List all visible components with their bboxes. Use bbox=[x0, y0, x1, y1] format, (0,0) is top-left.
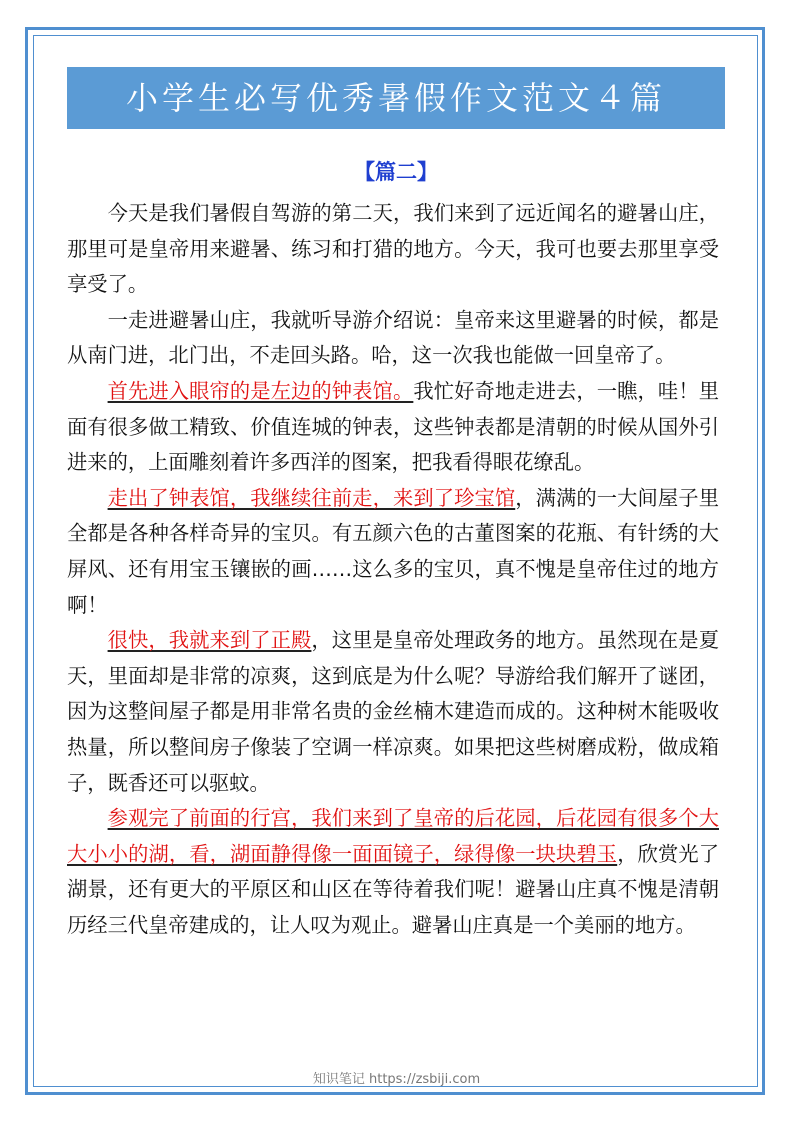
paragraph-text: 今天是我们暑假自驾游的第二天，我们来到了远近闻名的避暑山庄，那里可是皇帝用来避暑、练习和打猎的地方。今天，我可也要去那里享受享受了。 bbox=[67, 201, 719, 297]
paragraph bbox=[67, 801, 719, 943]
paragraph bbox=[67, 303, 719, 374]
highlighted-text: 参观完了前面的行宫，我们来到了皇帝的后花园，后花园有很多个大大小小的湖，看，湖面静得像一面面镜子，绿得像一块块碧玉 bbox=[67, 806, 719, 866]
paragraph bbox=[67, 196, 719, 303]
title-banner bbox=[67, 67, 725, 129]
footer-watermark: 知识笔记 https://zsbiji.com bbox=[312, 1072, 481, 1087]
paragraph-text: 我忙好奇地走进去，一瞧，哇！里面有很多做工精致、价值连城的钟表，这些钟表都是清朝的时候从国外引进来的，上面雕刻着许多西洋的图案，把我看得眼花缭乱。 bbox=[67, 378, 719, 475]
paragraph-text: ，这里是皇帝处理政务的地方。虽然现在是夏天，里面却是非常的凉爽，这到底是为什么呢？导游给我们解开了谜团，因为这整间屋子都是用非常名贵的金丝楠木建造而成的。这种树木能吸收热量，所以整间房子像装了空调一样凉爽。如果把这些树磨成粉，做成箱子，既香还可以驱蚊。 bbox=[67, 628, 719, 795]
paragraph-text: 一走进避暑山庄，我就听导游介绍说：皇帝来这里避暑的时候，都是从南门进，北门出，不走回头路。哈，这一次我也能做一回皇帝了。 bbox=[67, 307, 719, 368]
highlighted-text: 很快，我就来到了正殿 bbox=[107, 628, 312, 653]
paragraph-text: ，满满的一大间屋子里全都是各种各样奇异的宝贝。有五颜六色的古董图案的花瓶、有针绣的大屏风、还有用宝玉镶嵌的画……这么多的宝贝，真不愧是皇帝住过的地方啊！ bbox=[67, 485, 719, 617]
paragraph bbox=[67, 623, 719, 801]
highlighted-text: 首先进入眼帘的是左边的钟表馆。 bbox=[107, 378, 414, 403]
paragraph bbox=[67, 481, 719, 623]
essay-body bbox=[67, 196, 719, 943]
paragraph bbox=[67, 374, 719, 481]
page-title: 小学生必写优秀暑假作文范文４篇 bbox=[125, 79, 666, 117]
paragraph-text: ，欣赏光了湖景，还有更大的平原区和山区在等待着我们呢！避暑山庄真不愧是清朝历经三代皇帝建成的，让人叹为观止。避暑山庄真是一个美丽的地方。 bbox=[67, 841, 719, 937]
section-heading: 【篇二】 bbox=[354, 160, 438, 184]
highlighted-text: 走出了钟表馆，我继续往前走，来到了珍宝馆 bbox=[107, 485, 516, 510]
